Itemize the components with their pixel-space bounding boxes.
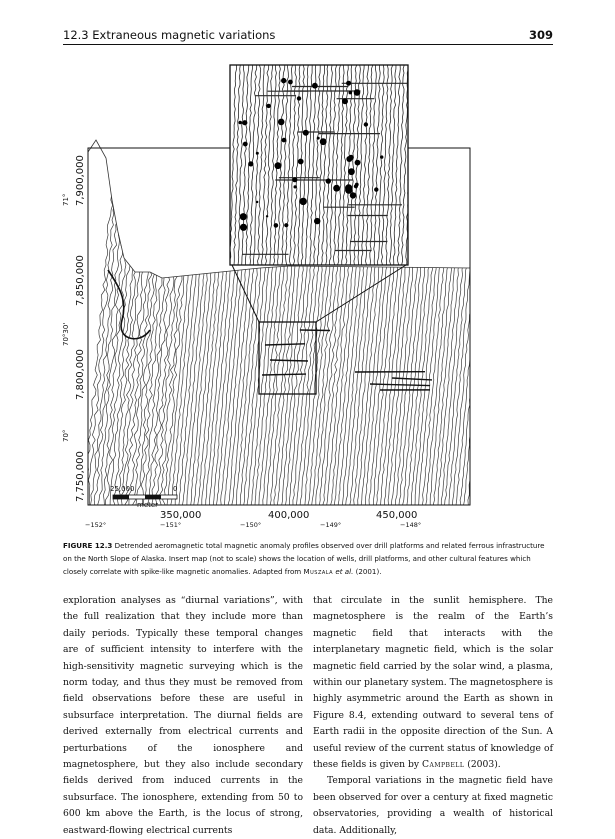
well-dot — [243, 142, 248, 147]
paragraph: Temporal variations in the magnetic field have been observed for over a century at fixed magnetic observatories, providing a wealth of historical data. Additionally, — [313, 773, 553, 839]
lon-tick: −151° — [160, 521, 181, 529]
well-dot — [300, 198, 307, 205]
well-dot — [355, 160, 361, 166]
well-dot — [364, 122, 368, 126]
citation-author: Campbell — [422, 759, 464, 770]
scale-unit: meter — [137, 501, 158, 509]
well-dot — [248, 161, 253, 166]
well-dot — [275, 162, 282, 169]
well-dot — [303, 130, 309, 136]
y-tick: 7,800,000 — [75, 349, 86, 400]
citation-year: (2003). — [467, 759, 500, 770]
lat-tick: 71° — [62, 194, 70, 206]
caption-cite-etal: et al. — [335, 567, 353, 576]
scale-left-label: 25,000 — [110, 485, 135, 493]
well-dot — [333, 185, 340, 192]
well-dot — [242, 120, 247, 125]
section-title: 12.3 Extraneous magnetic variations — [63, 28, 275, 42]
caption-text: Detrended aeromagnetic total magnetic anomaly profiles observed over drill platforms and related ferrous infrastructure on the North Slope of Alaska. Insert map (not to scale) shows the location of wells, drill platforms, and other cultural features which closely correlate with spike-like magnetic anomalies. Adapted from — [63, 541, 545, 576]
well-dot — [266, 104, 270, 108]
well-dot — [348, 168, 355, 175]
scale-right-label: 0 — [173, 485, 177, 493]
caption-cite-author: Muszala — [303, 567, 333, 576]
lon-tick: −149° — [320, 521, 341, 529]
well-dot — [282, 138, 287, 143]
well-dot — [284, 223, 288, 227]
well-dot — [294, 185, 297, 188]
well-dot — [238, 121, 242, 125]
well-dot — [326, 178, 331, 183]
paragraph — [313, 593, 553, 773]
well-dot — [240, 213, 247, 220]
figure-caption — [63, 539, 555, 578]
well-dot — [256, 201, 258, 203]
x-tick: 350,000 — [160, 510, 201, 521]
x-tick: 450,000 — [376, 510, 417, 521]
anomaly-spike — [262, 374, 306, 375]
well-dot — [380, 155, 383, 158]
well-dot — [298, 159, 304, 165]
profile-line — [475, 130, 509, 505]
lat-tick: 70° — [62, 430, 70, 442]
anomaly-spike — [270, 360, 308, 361]
well-dot — [240, 224, 247, 231]
profile-line — [479, 130, 513, 505]
well-dot — [317, 137, 320, 140]
well-dot — [342, 98, 348, 104]
lon-tick: −150° — [240, 521, 261, 529]
y-tick: 7,750,000 — [75, 451, 86, 502]
well-dot — [346, 156, 352, 162]
well-dot — [320, 138, 327, 145]
paragraph-text: that circulate in the sunlit hemisphere. The magnetosphere is the realm of the Earth’s magnetic field that interacts with the interplanetary magnetic field, which is the solar magnetic field carried by the solar wind, a plasma, within our planetary system. The magnetosphere is highly asymmetric around the Earth as shown in Figure 8.4, extending outward to several tens of Earth radii in the opposite direction of the Sun. A useful review of the current status of knowledge of these fields is given by — [313, 595, 553, 770]
paragraph: exploration analyses as “diurnal variations”, with the full realization that they include more than daily periods. Typically these temporal changes are of sufficient intensity to interfere with the high-sensitivity magnetic surveying which is the norm today, and thus they must be removed from field observations before these are useful in subsurface interpretation. The diurnal fields are derived externally from electrical currents and perturbations of the ionosphere and magnetosphere, but they also include secondary fields derived from induced currents in the subsurface. The ionosphere, extending from 50 to 600 km above the Earth, is the locus of strong, eastward-flowing electrical currents — [63, 593, 303, 839]
well-dot — [314, 218, 320, 224]
figure-label: FIGURE 12.3 — [63, 541, 112, 550]
well-dot — [349, 91, 353, 95]
caption-cite-year: (2001). — [356, 567, 382, 576]
well-dot — [312, 83, 318, 89]
well-dot — [354, 184, 358, 188]
well-dot — [346, 81, 351, 86]
well-dot — [256, 152, 259, 155]
y-tick: 7,850,000 — [75, 255, 86, 306]
y-tick: 7,900,000 — [75, 155, 86, 206]
well-dot — [350, 192, 356, 198]
well-dot — [288, 80, 293, 85]
insert-map — [230, 61, 417, 265]
lon-tick: −148° — [400, 521, 421, 529]
well-dot — [354, 89, 361, 96]
well-dot — [266, 215, 268, 217]
well-dot — [345, 184, 352, 191]
lon-tick: −152° — [85, 521, 106, 529]
lat-tick: 70°30' — [62, 323, 70, 346]
well-dot — [274, 223, 279, 228]
well-dot — [374, 187, 378, 191]
text-column-left — [63, 593, 303, 839]
well-dot — [278, 119, 285, 126]
profile-line — [472, 130, 506, 505]
well-dot — [297, 96, 301, 100]
x-tick: 400,000 — [268, 510, 309, 521]
well-dot — [281, 78, 286, 83]
page-number: 309 — [529, 28, 553, 42]
text-column-right — [313, 593, 553, 839]
well-dot — [292, 177, 297, 182]
